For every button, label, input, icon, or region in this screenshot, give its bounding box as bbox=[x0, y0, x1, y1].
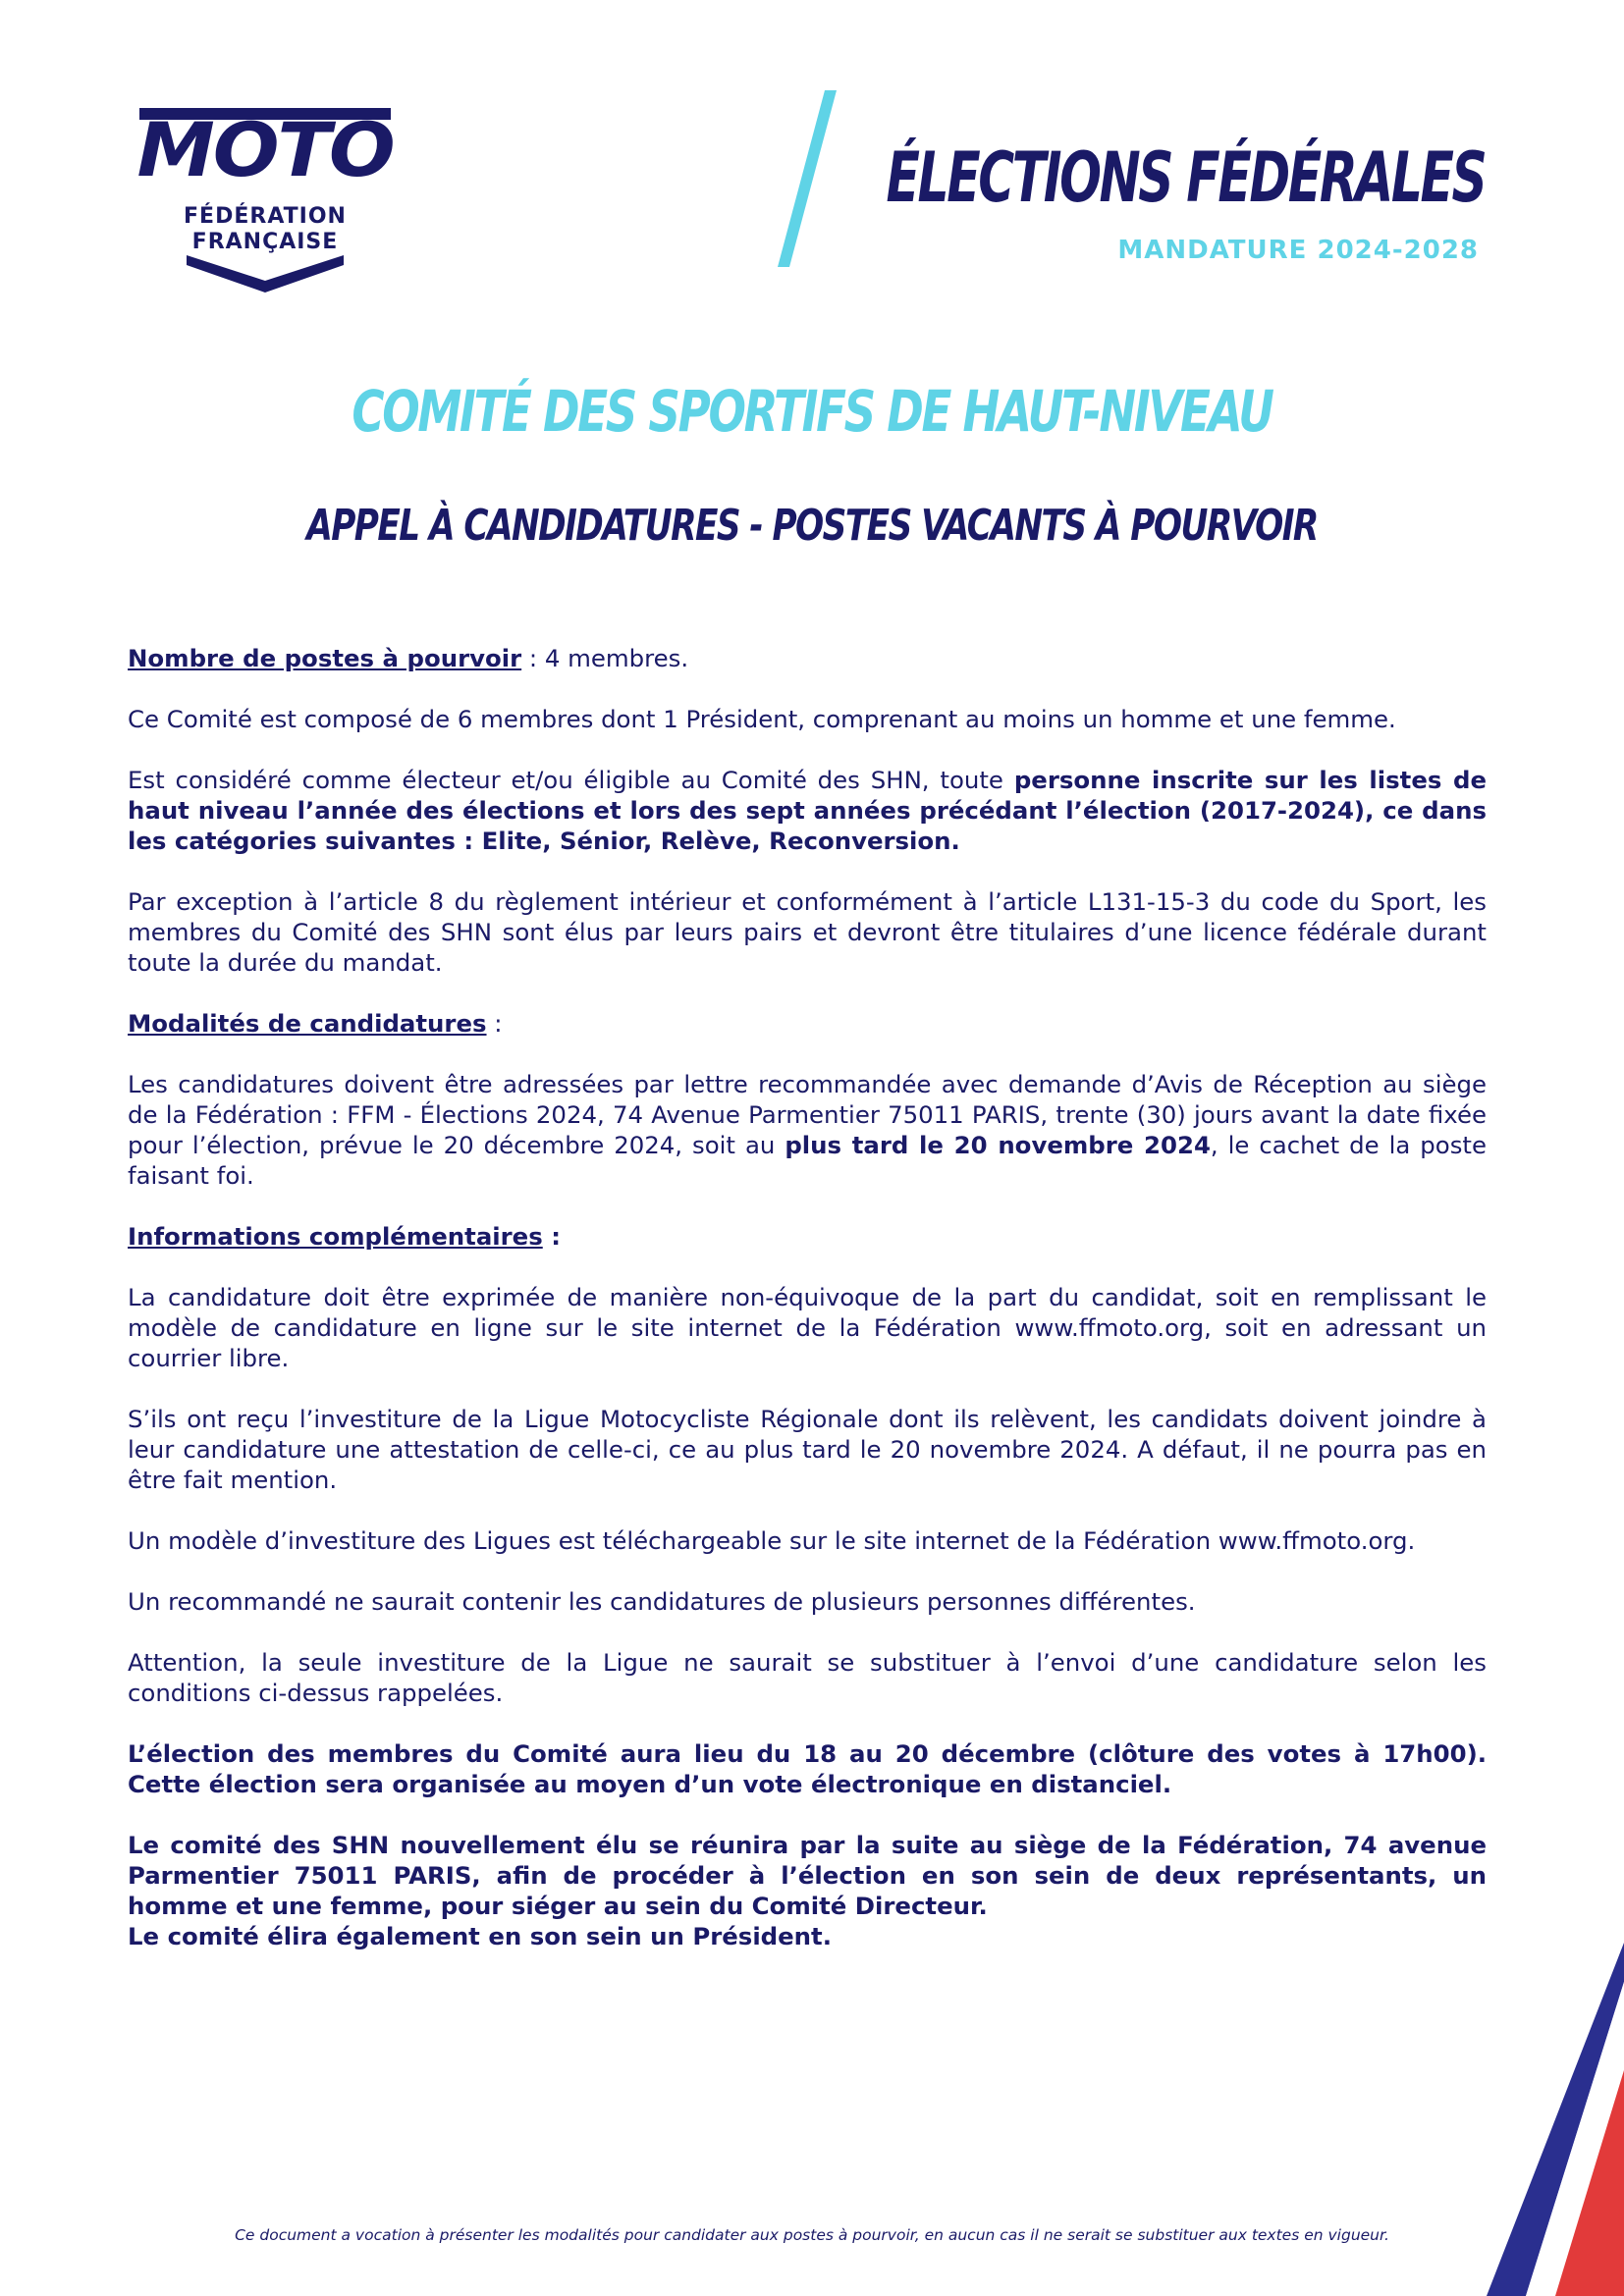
paragraph-election bbox=[128, 1738, 1487, 1799]
infos-colon: : bbox=[542, 1222, 561, 1251]
posts-label: Nombre de postes à pourvoir bbox=[128, 644, 522, 672]
paragraph-recommande: Un recommandé ne saurait contenir les candidatures de plusieurs personnes différentes. bbox=[128, 1587, 1196, 1616]
paragraph-investiture: S’ils ont reçu l’investiture de la Ligue Motocycliste Régionale dont ils relèvent, les candidats doivent joindre à leur candidature une attestation de celle-ci, ce au plus tard le 20 novembre 2024. A défaut, il ne pourra pas en être fait mention. bbox=[128, 1405, 1487, 1494]
footer-disclaimer: Ce document a vocation à présenter les modalités pour candidater aux postes à pourvoir, en aucun cas il ne serait se substituer aux textes en vigueur. bbox=[235, 2226, 1389, 2244]
paragraph-modalites-heading bbox=[128, 1008, 1487, 1039]
modalites-colon: : bbox=[486, 1009, 503, 1038]
header-title: ÉLECTIONS FÉDÉRALES bbox=[886, 137, 1485, 218]
deadline-bold: plus tard le 20 novembre 2024 bbox=[785, 1131, 1211, 1159]
document-body bbox=[128, 643, 1487, 1982]
paragraph-candidature: La candidature doit être exprimée de manière non-équivoque de la part du candidat, soit en remplissant le modèle de candidature en ligne sur le site internet de la Fédération www.ffmoto.org, soit en adressant un courrier libre. bbox=[128, 1283, 1487, 1372]
comite-bold-b: Le comité élira également en son sein un Président. bbox=[128, 1922, 832, 1950]
paragraph-eligibility bbox=[128, 765, 1487, 856]
comite-bold-a: Le comité des SHN nouvellement élu se réunira par la suite au siège de la Fédération, 74 avenue Parmentier 75011 PARIS, afin de procéder à l’élection en son sein de deux représentants, un homme et une femme, pour siéger au sein du Comité Directeur. bbox=[128, 1831, 1487, 1920]
modalites-label: Modalités de candidatures bbox=[128, 1009, 487, 1038]
sub-title: APPEL À CANDIDATURES - POSTES VACANTS À POURVOIR bbox=[306, 501, 1318, 551]
eligibility-bold: personne inscrite sur les listes de haut niveau l’année des élections et lors des sept années précédant l’élection (2017-2024), ce dans les catégories suivantes : Elite, Sénior, Relève, Reconversion. bbox=[128, 766, 1487, 855]
paragraph-modele: Un modèle d’investiture des Ligues est téléchargeable sur le site internet de la Fédération www.ffmoto.org. bbox=[128, 1526, 1416, 1555]
paragraph-comite bbox=[128, 1830, 1487, 1951]
modalites-text-c: , le cachet de la poste faisant foi. bbox=[128, 1131, 1487, 1190]
header-subtitle: MANDATURE 2024-2028 bbox=[1117, 236, 1479, 265]
logo-francaise-text: FRANÇAISE bbox=[191, 230, 339, 254]
main-title: COMITÉ DES SPORTIFS DE HAUT-NIVEAU bbox=[352, 378, 1272, 445]
ffm-logo bbox=[128, 98, 403, 294]
logo-moto-text: MOTO bbox=[136, 106, 394, 193]
infos-label: Informations complémentaires bbox=[128, 1222, 543, 1251]
logo-federation-text: FÉDÉRATION bbox=[184, 204, 347, 229]
paragraph-exception: Par exception à l’article 8 du règlement intérieur et conformément à l’article L131-15-3 du code du Sport, les membres du Comité des SHN sont élus par leurs pairs et devront être titulaires d’une licence fédérale durant toute la durée du mandat. bbox=[128, 887, 1487, 977]
posts-value: : 4 membres. bbox=[521, 644, 689, 672]
paragraph-attention: Attention, la seule investiture de la Ligue ne saurait se substituer à l’envoi d’une candidature selon les conditions ci-dessus rappelées. bbox=[128, 1648, 1487, 1707]
tricolor-flag-icon bbox=[1487, 1943, 1624, 2296]
paragraph-modalites bbox=[128, 1069, 1487, 1191]
paragraph-infos-heading bbox=[128, 1221, 1487, 1252]
paragraph-composition: Ce Comité est composé de 6 membres dont 1 Président, comprenant au moins un homme et une femme. bbox=[128, 705, 1396, 733]
paragraph-posts bbox=[128, 643, 1487, 673]
eligibility-text: Est considéré comme électeur et/ou éligible au Comité des SHN, toute bbox=[128, 766, 1014, 794]
decorative-slash-icon bbox=[776, 90, 844, 267]
election-bold: L’élection des membres du Comité aura lieu du 18 au 20 décembre (clôture des votes à 17h00). Cette élection sera organisée au moyen d’un vote électronique en distanciel. bbox=[128, 1739, 1487, 1798]
modalites-text-a: Les candidatures doivent être adressées par lettre recommandée avec demande d’Avis de Réception au siège de la Fédération : FFM - Élections 2024, 74 Avenue Parmentier 75011 PARIS, trente (30) jours avant la date fixée pour l’élection, prévue le 20 décembre 2024, soit au bbox=[128, 1070, 1487, 1159]
